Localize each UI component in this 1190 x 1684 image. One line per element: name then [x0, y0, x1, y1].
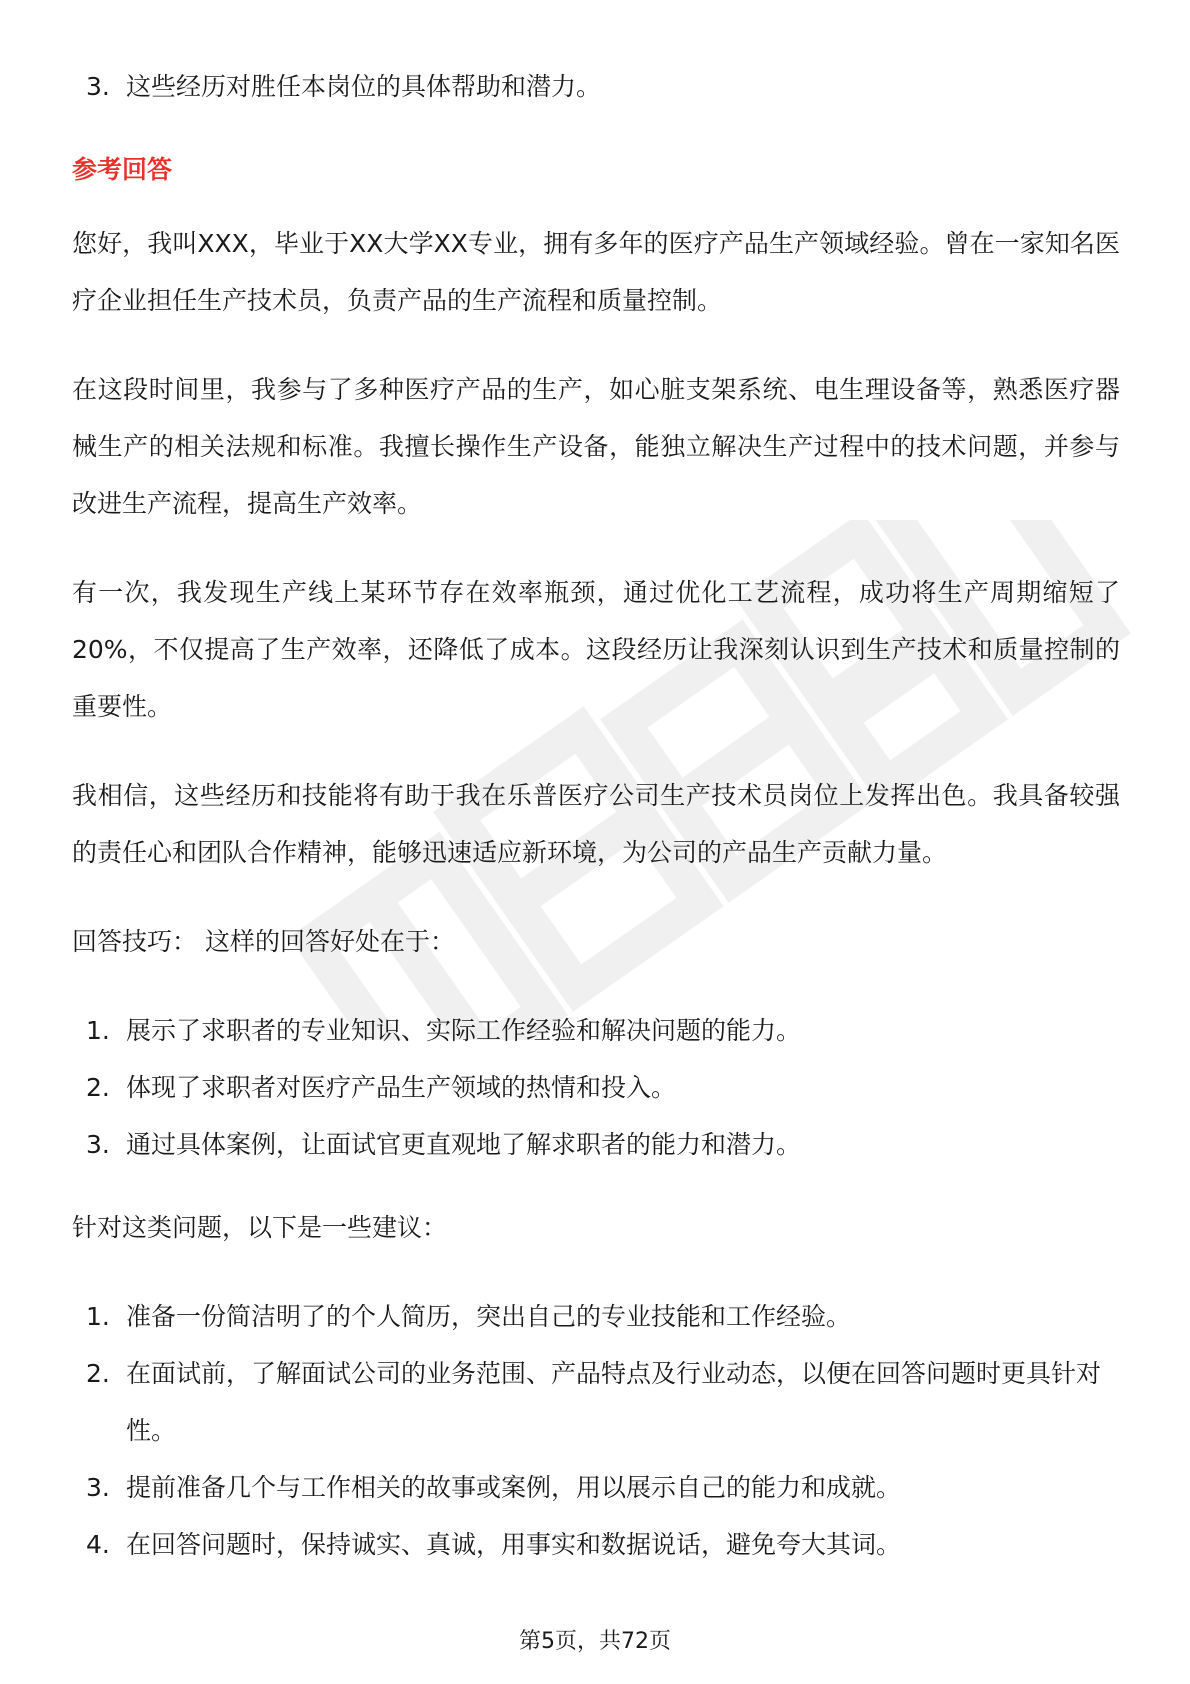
- list-item: [72, 1459, 1120, 1516]
- list-item: [72, 1516, 1120, 1573]
- list-number: 3.: [86, 1473, 110, 1502]
- document-body: [72, 58, 1120, 1599]
- list-text: 通过具体案例，让面试官更直观地了解求职者的能力和潜力。: [126, 1130, 802, 1159]
- tips-intro: 回答技巧： 这样的回答好处在于：: [72, 927, 455, 956]
- list-item: [72, 1002, 1120, 1059]
- tips-list: [72, 1002, 1120, 1173]
- list-text: 展示了求职者的专业知识、实际工作经验和解决问题的能力。: [126, 1016, 802, 1045]
- advice-intro: 针对这类问题，以下是一些建议：: [72, 1213, 448, 1242]
- list-number: 3.: [86, 72, 110, 101]
- list-number: 3.: [86, 1130, 110, 1159]
- list-number: 2.: [86, 1359, 110, 1388]
- paragraph-example: 有一次，我发现生产线上某环节存在效率瓶颈，通过优化工艺流程，成功将生产周期缩短了20%，不仅提高了生产效率，还降低了成本。这段经历让我深刻认识到生产技术和质量控制的重要性。: [72, 578, 1120, 721]
- paragraph-intro: 您好，我叫XXX，毕业于XX大学XX专业，拥有多年的医疗产品生产领域经验。曾在一家知名医疗企业担任生产技术员，负责产品的生产流程和质量控制。: [72, 229, 1120, 315]
- page-footer: 第5页，共72页: [519, 1629, 671, 1654]
- list-text: 在回答问题时，保持诚实、真诚，用事实和数据说话，避免夸大其词。: [126, 1530, 902, 1559]
- section-heading: 参考回答: [72, 155, 173, 184]
- list-text: 在面试前，了解面试公司的业务范围、产品特点及行业动态，以便在回答问题时更具针对性。: [126, 1359, 1102, 1445]
- paragraph-conclusion: 我相信，这些经历和技能将有助于我在乐普医疗公司生产技术员岗位上发挥出色。我具备较强的责任心和团队合作精神，能够迅速适应新环境，为公司的产品生产贡献力量。: [72, 781, 1120, 867]
- paragraph-experience: 在这段时间里，我参与了多种医疗产品的生产，如心脏支架系统、电生理设备等，熟悉医疗器械生产的相关法规和标准。我擅长操作生产设备，能独立解决生产过程中的技术问题，并参与改进生产流程，提高生产效率。: [72, 375, 1120, 518]
- list-text: 体现了求职者对医疗产品生产领域的热情和投入。: [126, 1073, 677, 1102]
- list-number: 1.: [86, 1016, 110, 1045]
- list-number: 1.: [86, 1302, 110, 1331]
- list-text: 提前准备几个与工作相关的故事或案例，用以展示自己的能力和成就。: [126, 1473, 902, 1502]
- list-item: [72, 58, 1120, 115]
- list-item: [72, 1059, 1120, 1116]
- advice-list: [72, 1288, 1120, 1573]
- list-item: [72, 1288, 1120, 1345]
- list-number: 2.: [86, 1073, 110, 1102]
- list-number: 4.: [86, 1530, 110, 1559]
- list-text: 准备一份简洁明了的个人简历，突出自己的专业技能和工作经验。: [126, 1302, 852, 1331]
- list-text: 这些经历对胜任本岗位的具体帮助和潜力。: [126, 72, 602, 101]
- list-item: [72, 1345, 1120, 1459]
- list-item: [72, 1116, 1120, 1173]
- question-list: [72, 58, 1120, 115]
